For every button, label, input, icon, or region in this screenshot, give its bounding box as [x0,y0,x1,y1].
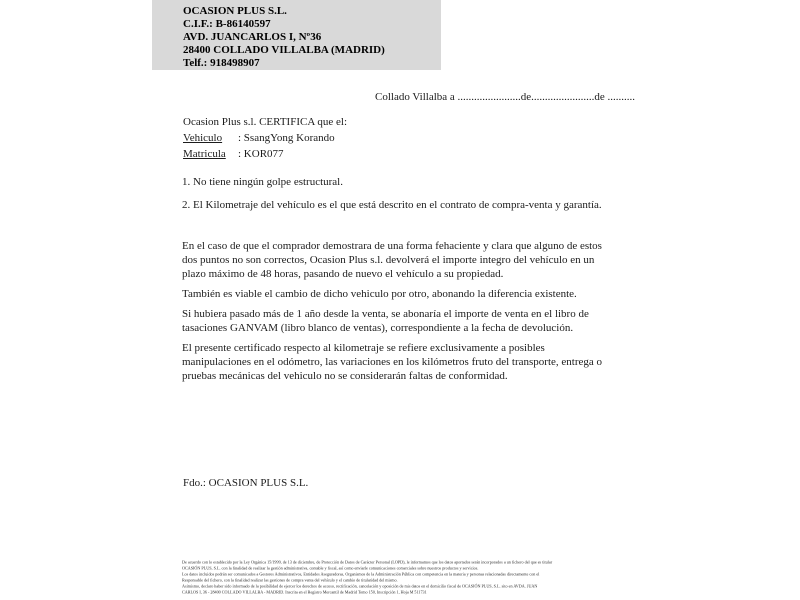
terms-paragraphs [182,239,615,383]
legal-line-1: De acuerdo con lo establecido por la Ley Orgánica 15/1999, de 13 de diciembre, de Protección de Datos de Carácter Personal (LOPD), le informamos que los datos aportados serán incorporados a un fichero del que es titular [182,559,553,565]
company-cif: C.I.F.: B-86140597 [183,18,271,30]
vehicle-row [183,130,347,146]
legal-line-2: OCASIÓN PLUS, S.L. con la finalidad de realizar la gestión administrativa, contable y fiscal, así como enviarle comunicaciones comerciales sobre nuestros productos y servicios. [182,565,479,571]
legal-line-3: Los datos incluidos podrán ser comunicados a Gestores Administrativos, Entidades Aseguradoras, Organismos de la Administración Pública con competencia en la materia y personas relacionadas directamente con el [182,571,540,577]
paragraph-ganvam: Si hubiera pasado más de 1 año desde la venta, se abonaría el importe de venta en el libro de tasaciones GANVAM (libro blanco de ventas), correspondiente a la fecha de devolución. [182,308,589,334]
legal-line-5: Asimismo, declaro haber sido informado de la posibilidad de ejercer los derechos de acceso, rectificación, cancelación y oposición de mis datos en el domicilio fiscal de OCASIÓN PLUS, S.L. sito en AVDA. JUAN [182,583,538,589]
legal-fine-print [182,559,612,599]
company-address: AVD. JUANCARLOS I, Nº36 [183,31,322,43]
point-2: 2. El Kilometraje del vehículo es el que está descrito en el contrato de compra-venta y garantía. [182,199,602,211]
plate-label: Matricula [183,148,226,160]
date-line: Collado Villalba a .......................de.......................de .......... [375,91,636,103]
paragraph-exchange: También es viable el cambio de dicho vehiculo por otro, abonando la diferencia existente. [182,288,577,300]
plate-row [183,146,347,162]
certified-points [182,175,615,212]
certification-block [183,114,347,162]
paragraph-refund: En el caso de que el comprador demostrara de una forma fehaciente y clara que alguno de estos dos puntos no son correctos, Ocasion Plus s.l. devolverá el importe integro del vehículo en un plazo máximo de 48 horas, pasando de nuevo el vehículo a su propiedad. [182,240,602,280]
company-name: OCASION PLUS S.L. [183,5,287,17]
point-1: 1. No tiene ningún golpe estructural. [182,176,343,188]
vehicle-label: Vehiculo [183,132,223,144]
company-header-block [152,0,441,70]
signature-line: Fdo.: OCASION PLUS S.L. [183,477,309,489]
company-phone: Telf.: 918498907 [183,57,260,69]
vehicle-value: : SsangYong Korando [238,132,335,144]
legal-text [182,559,613,595]
legal-line-6: CARLOS I, 36 - 28400 COLLADO VILLALBA - MADRID. Inscrita en el Registro Mercantil de Madrid Tomo 150, Inscripción 1, Hoja M 511731 [182,589,427,595]
paragraph-odometer: El presente certificado respecto al kilometraje se refiere exclusivamente a posibles manipulaciones en el odómetro, las variaciones en los kilómetros fruto del transporte, entrega o pruebas mecánicas del vehiculo no se considerarán faltas de conformidad. [182,342,603,382]
company-city: 28400 COLLADO VILLALBA (MADRID) [183,44,385,56]
plate-value: : KOR077 [238,148,284,160]
legal-line-4: Responsable del fichero, con la finalidad realizar las gestiones de compra venta del vehículo y el cambio de titularidad del mismo. [182,577,398,583]
certification-intro: Ocasion Plus s.l. CERTIFICA que el: [183,116,348,128]
